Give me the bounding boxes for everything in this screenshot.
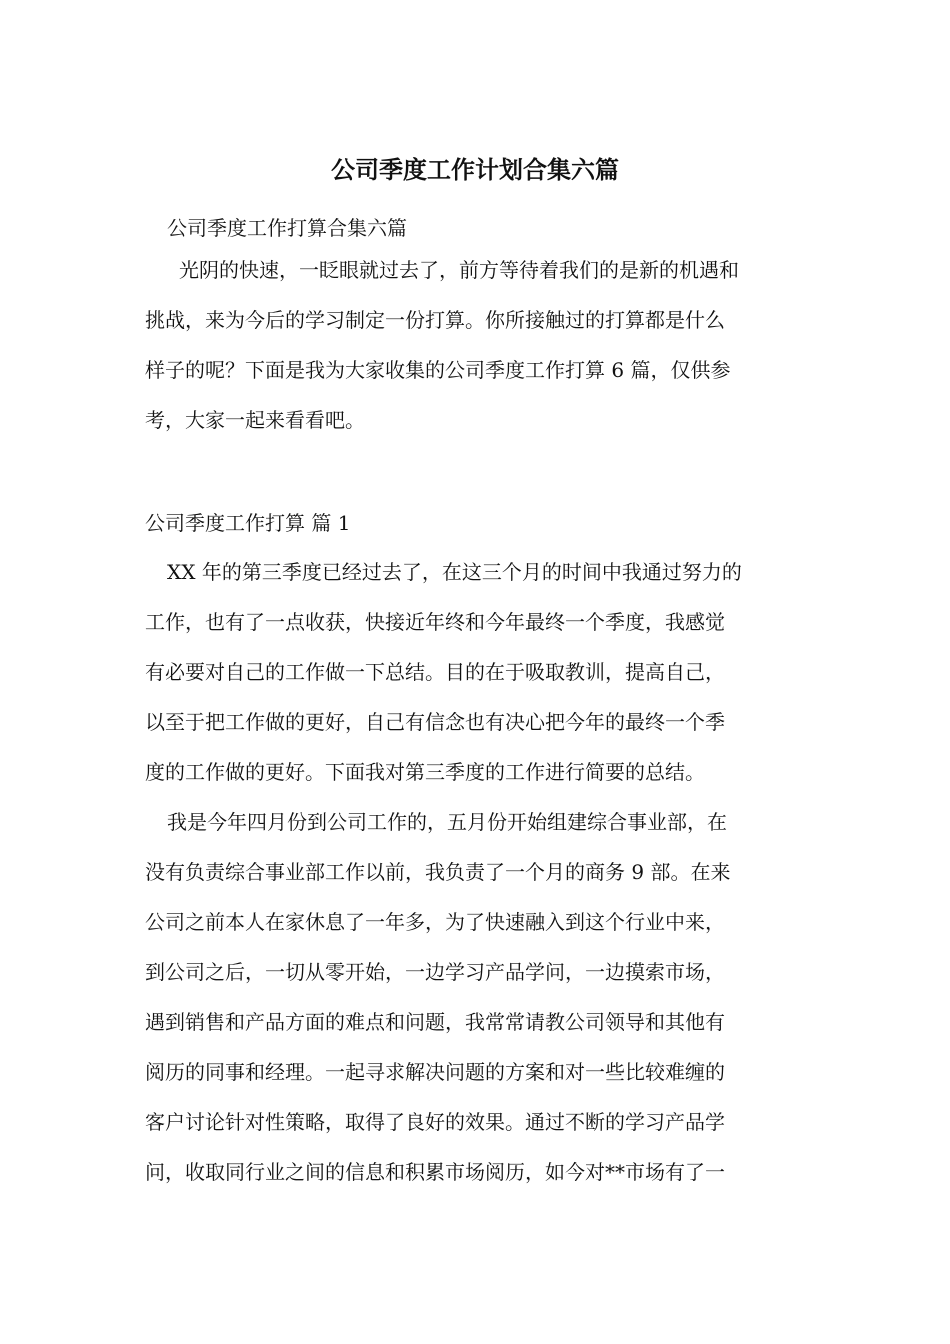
paragraph-line: 公司之前本人在家休息了一年多，为了快速融入到这个行业中来，	[145, 910, 725, 934]
intro-paragraph	[145, 245, 810, 445]
paragraph-line: 工作，也有了一点收获，快接近年终和今年最终一个季度，我感觉	[145, 610, 725, 634]
section-heading: 公司季度工作打算 篇 1	[145, 511, 351, 535]
intro-line: 光阴的快速，一眨眼就过去了，前方等待着我们的是新的机遇和	[179, 258, 739, 282]
intro-line: 样子的呢？下面是我为大家收集的公司季度工作打算 6 篇，仅供参	[145, 358, 731, 382]
paragraph-line: 阅历的同事和经理。一起寻求解决问题的方案和对一些比较难缠的	[145, 1060, 725, 1084]
paragraph-line: 以至于把工作做的更好，自己有信念也有决心把今年的最终一个季	[145, 710, 725, 734]
intro-line: 挑战，来为今后的学习制定一份打算。你所接触过的打算都是什么	[145, 308, 725, 332]
paragraph-line: XX 年的第三季度已经过去了，在这三个月的时间中我通过努力的	[167, 560, 742, 584]
paragraph-line: 没有负责综合事业部工作以前，我负责了一个月的商务 9 部。在来	[145, 860, 731, 884]
body-paragraph-1	[145, 547, 810, 797]
paragraph-line: 问，收取同行业之间的信息和积累市场阅历，如今对**市场有了一	[145, 1160, 725, 1184]
body-paragraph-2	[145, 797, 810, 1197]
document-subtitle: 公司季度工作打算合集六篇	[167, 216, 407, 240]
paragraph-line: 客户讨论针对性策略，取得了良好的效果。通过不断的学习产品学	[145, 1110, 725, 1134]
paragraph-line: 遇到销售和产品方面的难点和问题，我常常请教公司领导和其他有	[145, 1010, 725, 1034]
paragraph-line: 到公司之后，一切从零开始，一边学习产品学问，一边摸索市场，	[145, 960, 725, 984]
paragraph-line: 我是今年四月份到公司工作的，五月份开始组建综合事业部，在	[167, 810, 727, 834]
paragraph-line: 度的工作做的更好。下面我对第三季度的工作进行简要的总结。	[145, 760, 705, 784]
document-title: 公司季度工作计划合集六篇	[331, 155, 619, 184]
paragraph-line: 有必要对自己的工作做一下总结。目的在于吸取教训，提高自己，	[145, 660, 725, 684]
intro-line: 考，大家一起来看看吧。	[145, 408, 365, 432]
